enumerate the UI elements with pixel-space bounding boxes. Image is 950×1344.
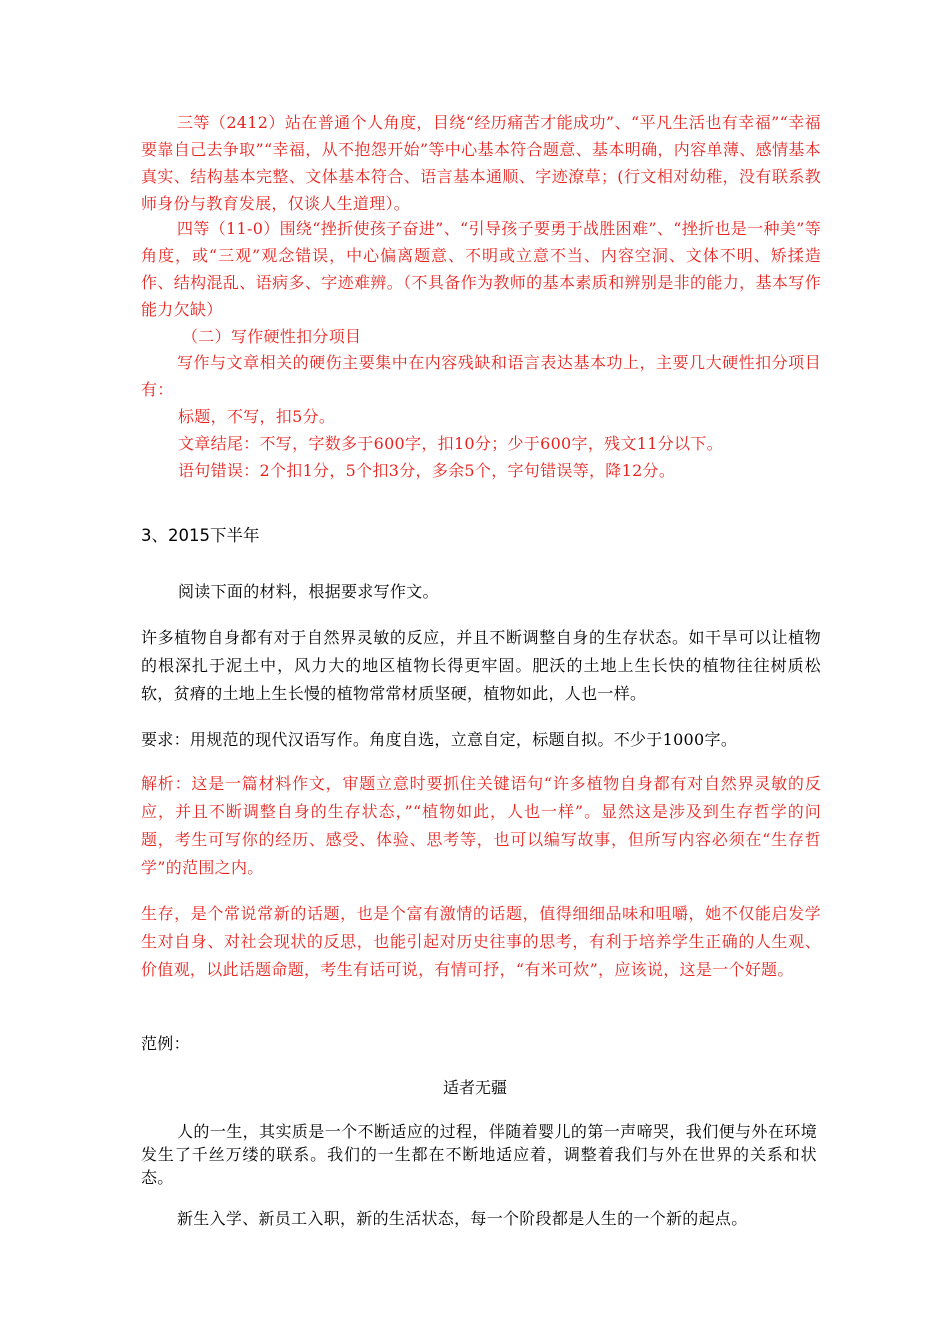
- deduction-intro: 写作与文章相关的硬伤主要集中在内容残缺和语言表达基本功上，主要几大硬性扣分项目有：: [141, 353, 821, 399]
- example-label: 范例：: [141, 1034, 190, 1053]
- deduction-title-rule: 标题，不写，扣5分。: [178, 407, 336, 426]
- prompt-material: 许多植物自身都有对于自然界灵敏的反应，并且不断调整自身的生存状态。如干旱可以让植物的根深扎于泥土中，风力大的地区植物长得更牢固。肥沃的土地上生长快的植物往往树质松软，贫瘠的土地上生长慢的植物常常材质坚硬，植物如此，人也一样。: [141, 628, 821, 703]
- essay-paragraph-2: 新生入学、新员工入职，新的生活状态，每一个阶段都是人生的一个新的起点。: [177, 1209, 748, 1228]
- analysis-paragraph-1: 解析：这是一篇材料作文，审题立意时要抓住关键语句“许多植物自身都有对自然界灵敏的反应，并且不断调整自身的生存状态，”“植物如此，人也一样”。显然这是涉及到生存哲学的问题，考生可写你的经历、感受、体验、思考等，也可以编写故事，但所写内容必须在“生存哲学”的范围之内。: [141, 774, 821, 877]
- section-heading: 3、2015下半年: [141, 526, 260, 545]
- essay-paragraph-1: 人的一生，其实质是一个不断适应的过程，伴随着婴儿的第一声啼哭，我们便与外在环境发生了千丝万缕的联系。我们的一生都在不断地适应着，调整着我们与外在世界的关系和状态。: [141, 1122, 817, 1187]
- deduction-section-heading: （二）写作硬性扣分项目: [182, 327, 362, 346]
- deduction-ending-rule: 文章结尾：不写，字数多于600字，扣10分；少于600字，残文11分以下。: [178, 434, 723, 453]
- grade-three-criteria: 三等（2412）站在普通个人角度，目绕“经历痛苦才能成功”、“平凡生活也有幸福”“幸福要靠自己去争取”“幸福，从不抱怨开始”等中心基本符合题意、基本明确，内容单薄、感情基本真实、结构基本完整、文体基本符合、语言基本通顺、字迹潦草；(行文相对幼稚，没有联系教师身份与教育发展，仅谈人生道理）。: [141, 113, 821, 213]
- deduction-sentence-rule: 语句错误：2个扣1分，5个扣3分，多余5个，字句错误等，降12分。: [178, 461, 676, 480]
- read-instruction: 阅读下面的材料，根据要求写作文。: [178, 582, 439, 601]
- analysis-paragraph-2: 生存，是个常说常新的话题，也是个富有激情的话题，值得细细品味和咀嚼，她不仅能启发学生对自身、对社会现状的反思，也能引起对历史往事的思考，有利于培养学生正确的人生观、价值观，以此话题命题，考生有话可说，有情可抒，“有米可炊”，应该说，这是一个好题。: [141, 904, 821, 979]
- essay-title: 适者无疆: [442, 1078, 507, 1097]
- grade-four-criteria: 四等（11-0）围绕“挫折使孩子奋进”、“引导孩子要勇于战胜困难”、“挫折也是一种美”等角度，或“三观”观念错误，中心偏离题意、不明或立意不当、内容空洞、文体不明、矫揉造作、结构混乱、语病多、字迹难辨。（不具备作为教师的基本素质和辨别是非的能力，基本写作能力欠缺）: [141, 219, 821, 319]
- prompt-requirement: 要求：用规范的现代汉语写作。角度自选，立意自定，标题自拟。不少于1000字。: [141, 730, 738, 749]
